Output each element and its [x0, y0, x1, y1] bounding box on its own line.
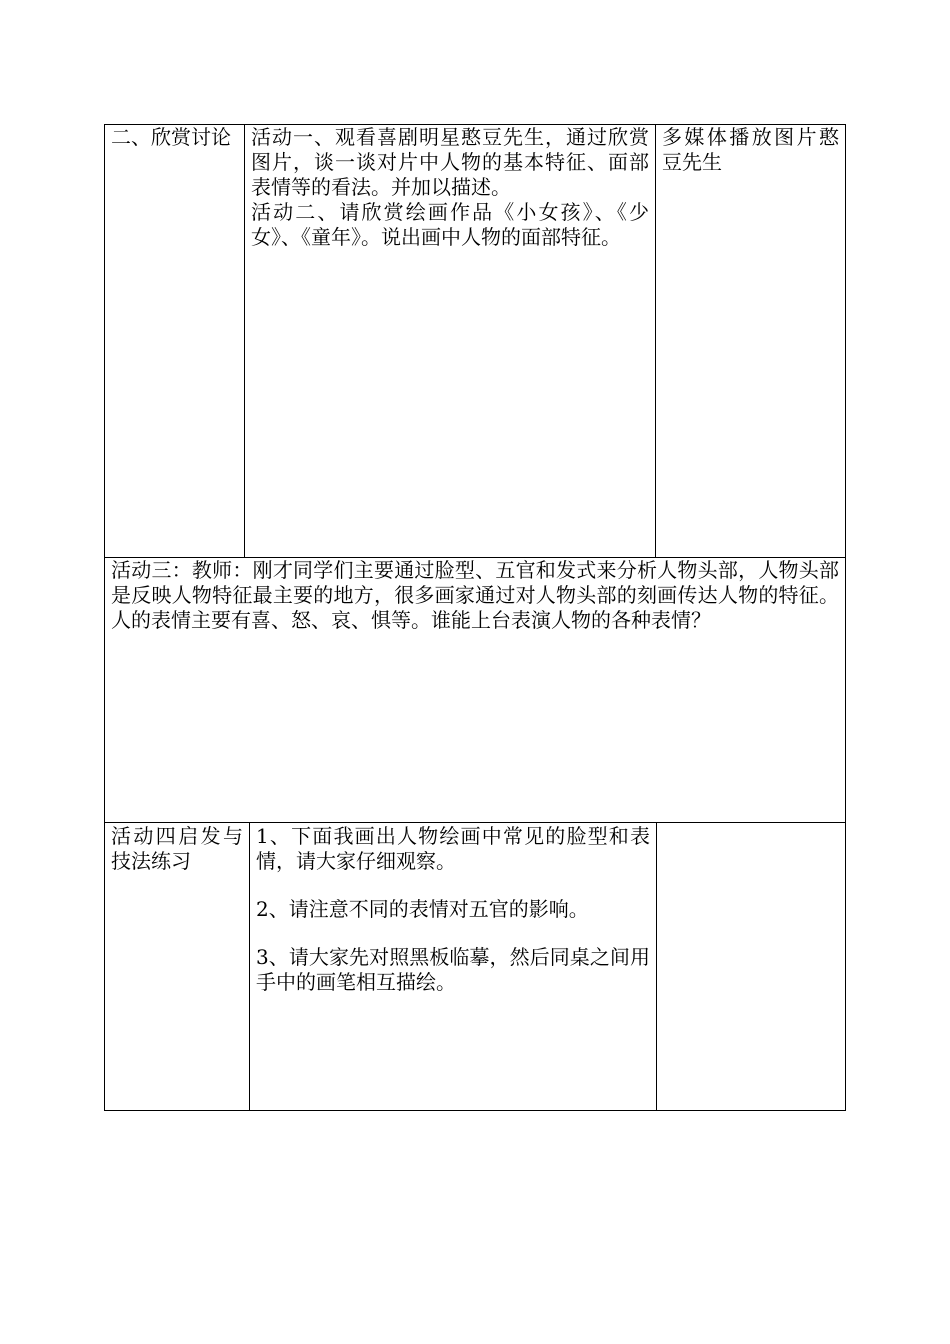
step-one-text: 1、下面我画出人物绘画中常见的脸型和表情，请大家仔细观察。 [256, 824, 650, 873]
activity-four-steps-cell [249, 823, 656, 1110]
lesson-plan-table [104, 124, 846, 1111]
section-appreciation-row [104, 124, 846, 557]
activity-four-heading-cell [105, 823, 249, 1110]
activity-four-notes-cell [656, 823, 845, 1110]
media-note: 多媒体播放图片憨豆先生 [662, 125, 839, 174]
activity-one-text: 活动一、观看喜剧明星憨豆先生，通过欣赏图片，谈一谈对片中人物的基本特征、面部表情等的看法。并加以描述。 [251, 125, 649, 199]
activity-three-row [104, 557, 846, 822]
activity-four-row [104, 822, 846, 1111]
section-heading-cell [105, 125, 244, 557]
section-heading: 二、欣赏讨论 [111, 125, 231, 149]
activity-two-text: 活动二、请欣赏绘画作品《小女孩》、《少女》、《童年》。说出画中人物的面部特征。 [251, 200, 649, 249]
step-two-text: 2、请注意不同的表情对五官的影响。 [256, 897, 589, 921]
activity-three-cell [105, 558, 845, 822]
activity-three-text: 活动三：教师：刚才同学们主要通过脸型、五官和发式来分析人物头部，人物头部是反映人物特征最主要的地方，很多画家通过对人物头部的刻画传达人物的特征。人的表情主要有喜、怒、哀、惧等。谁能上台表演人物的各种表情？ [111, 558, 839, 632]
activity-content-cell [244, 125, 655, 557]
activity-four-heading: 活动四启发与技法练习 [111, 824, 243, 873]
media-cell [655, 125, 845, 557]
step-three-text: 3、请大家先对照黑板临摹，然后同桌之间用手中的画笔相互描绘。 [256, 945, 650, 994]
